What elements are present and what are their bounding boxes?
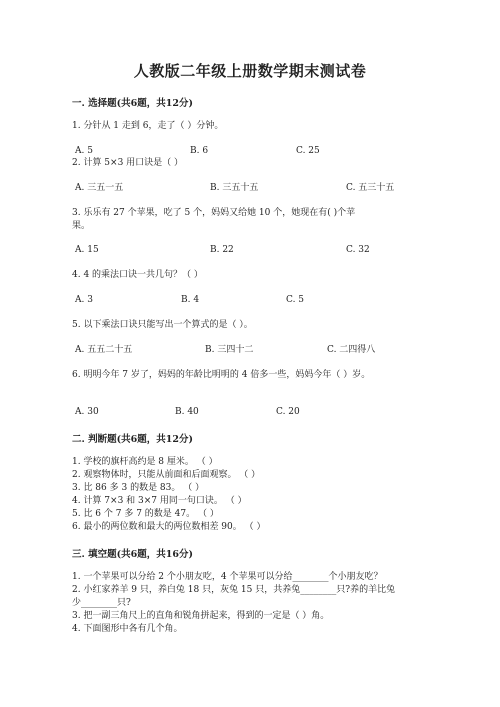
fill-item-4: 4. 下面图形中各有几个角。 — [72, 624, 183, 634]
question-6-option-a: A. 30 — [75, 407, 99, 417]
question-6-option-c: C. 20 — [276, 407, 300, 417]
question-3-option-c: C. 32 — [346, 245, 370, 255]
question-4-stem: 4. 4 的乘法口诀一共几句？（ ） — [72, 270, 203, 280]
fill-item-1: 1. 一个苹果可以分给 2 个小朋友吃，4 个苹果可以分给________个小朋友吃？ — [72, 572, 383, 582]
question-2-option-b: B. 三五十五 — [210, 183, 259, 193]
fill-item-3: 3. 把一副三角尺上的直角和锐角拼起来，得到的一定是（ ）角。 — [72, 611, 330, 621]
question-2-stem: 2. 计算 5×3 用口诀是（ ） — [72, 158, 184, 168]
question-6-stem: 6. 明明今年 7 岁了，妈妈的年龄比明明的 4 倍多一些，妈妈今年（ ）岁。 — [72, 370, 371, 380]
question-1-stem: 1. 分针从 1 走到 6，走了（ ）分钟。 — [72, 121, 224, 131]
question-4-option-a: A. 3 — [75, 295, 93, 305]
judgement-item-1: 1. 学校的旗杆高约是 8 厘米。 （ ） — [72, 457, 218, 467]
judgement-item-5: 5. 比 6 个 7 多 7 的数是 47。 （ ） — [72, 509, 219, 519]
question-1-option-c: C. 25 — [296, 146, 320, 156]
question-5-option-b: B. 三四十二 — [205, 345, 254, 355]
judgement-item-3: 3. 比 86 多 3 的数是 83。 （ ） — [72, 483, 205, 493]
section-heading-fill-in: 三. 填空题(共6题，共16分) — [72, 549, 193, 560]
section-heading-judgement: 二. 判断题(共6题，共12分) — [72, 434, 193, 445]
question-3-option-a: A. 15 — [75, 245, 99, 255]
question-5-option-c: C. 二四得八 — [327, 345, 376, 355]
page-title: 人教版二年级上册数学期末测试卷 — [133, 62, 367, 80]
question-1-option-b: B. 6 — [190, 146, 209, 156]
fill-item-2: 2. 小红家养羊 9 只，养白兔 18 只，灰兔 15 只，共养兔________只?养的羊比兔 — [72, 585, 396, 595]
question-4-option-c: C. 5 — [286, 295, 305, 305]
question-5-stem: 5. 以下乘法口诀只能写出一个算式的是（ ）。 — [72, 320, 253, 330]
question-1-option-a: A. 5 — [75, 146, 93, 156]
question-3-stem-line1: 3. 乐乐有 27 个苹果，吃了 5 个，妈妈又给她 10 个，她现在有( )个苹 — [72, 208, 356, 218]
question-2-option-c: C. 五三十五 — [346, 183, 395, 193]
question-3-stem-line2: 果。 — [72, 221, 91, 231]
judgement-item-2: 2. 观察物体时，只能从前面和后面观察。 （ ） — [72, 470, 261, 480]
judgement-item-4: 4. 计算 7×3 和 3×7 用同一句口诀。 （ ） — [72, 496, 247, 506]
question-4-option-b: B. 4 — [181, 295, 200, 305]
fill-item-2-continued: 少________只? — [72, 598, 131, 608]
judgement-item-6: 6. 最小的两位数和最大的两位数相差 90。 （ ） — [72, 522, 266, 532]
question-3-option-b: B. 22 — [210, 245, 234, 255]
question-6-option-b: B. 40 — [175, 407, 199, 417]
question-2-option-a: A. 三五一五 — [75, 183, 124, 193]
question-5-option-a: A. 五五二十五 — [75, 345, 133, 355]
section-heading-choice: 一. 选择题(共6题，共12分) — [72, 98, 193, 109]
